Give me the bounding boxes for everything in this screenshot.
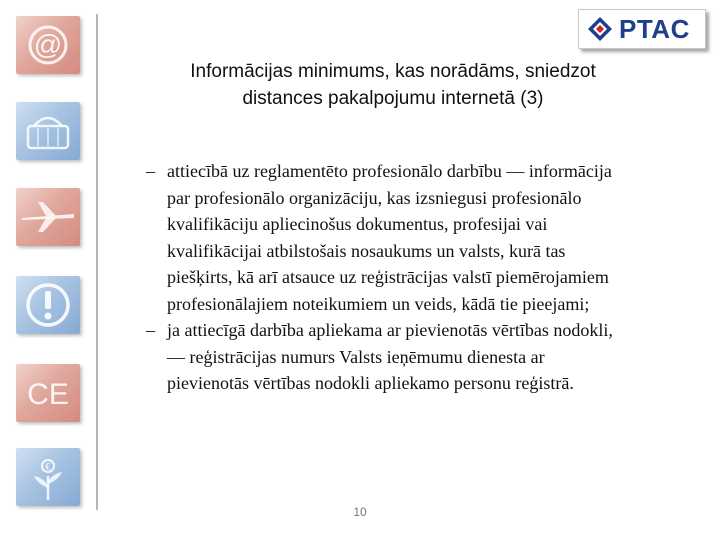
svg-text:CE: CE (27, 378, 69, 411)
item-line: par profesionālo organizāciju, kas izsniegusi profesionālo (167, 187, 582, 208)
item-line: kvalifikāciju apliecinošus dokumentus, profesijai vai (167, 214, 548, 234)
slide-title-line-2: distances pakalpojumu internetā (3) (242, 88, 544, 109)
logo-text: PTAC (619, 13, 690, 44)
slide-title-line-1: Informācijas minimums, kas norādāms, sniedzot (190, 61, 596, 82)
svg-text:@: @ (33, 29, 63, 60)
ce-mark-icon (16, 364, 80, 422)
item-line: ja attiecīgā darbība apliekama ar pievienotās vērtības nodokli, (167, 320, 613, 340)
item-line: piešķirts, kā arī atsauce uz reģistrācijas valstī piemērojamiem (167, 267, 609, 287)
item-line: pievienotās vērtības nodokli apliekamo personu reģistrā. (167, 373, 574, 393)
page-number: 10 (353, 505, 367, 519)
list-item (146, 158, 706, 317)
bullet-dash: – (146, 320, 155, 340)
svg-text:€: € (45, 462, 51, 473)
slide-title (118, 58, 668, 112)
ptac-logo-mark-icon (587, 16, 613, 42)
sidebar-divider (96, 14, 98, 510)
slide-content (146, 158, 706, 397)
at-sign-icon (16, 16, 80, 74)
item-line: profesionālajiem noteikumiem un veids, kādā tie pieejami; (167, 293, 590, 314)
bullet-dash: – (146, 161, 155, 181)
exclamation-icon (16, 276, 80, 334)
ptac-logo (578, 9, 706, 49)
airplane-icon (16, 188, 80, 246)
item-line: attiecībā uz reglamentēto profesionālo darbību — informācija (167, 161, 612, 181)
item-line: — reģistrācijas numurs Valsts ieņēmumu dienesta ar (167, 346, 545, 367)
shopping-basket-icon (16, 102, 80, 160)
list-item (146, 317, 706, 397)
item-line: kvalifikācijai atbilstošais nosaukums un valsts, kurā tas (167, 240, 566, 261)
eu-flower-icon (16, 448, 80, 506)
